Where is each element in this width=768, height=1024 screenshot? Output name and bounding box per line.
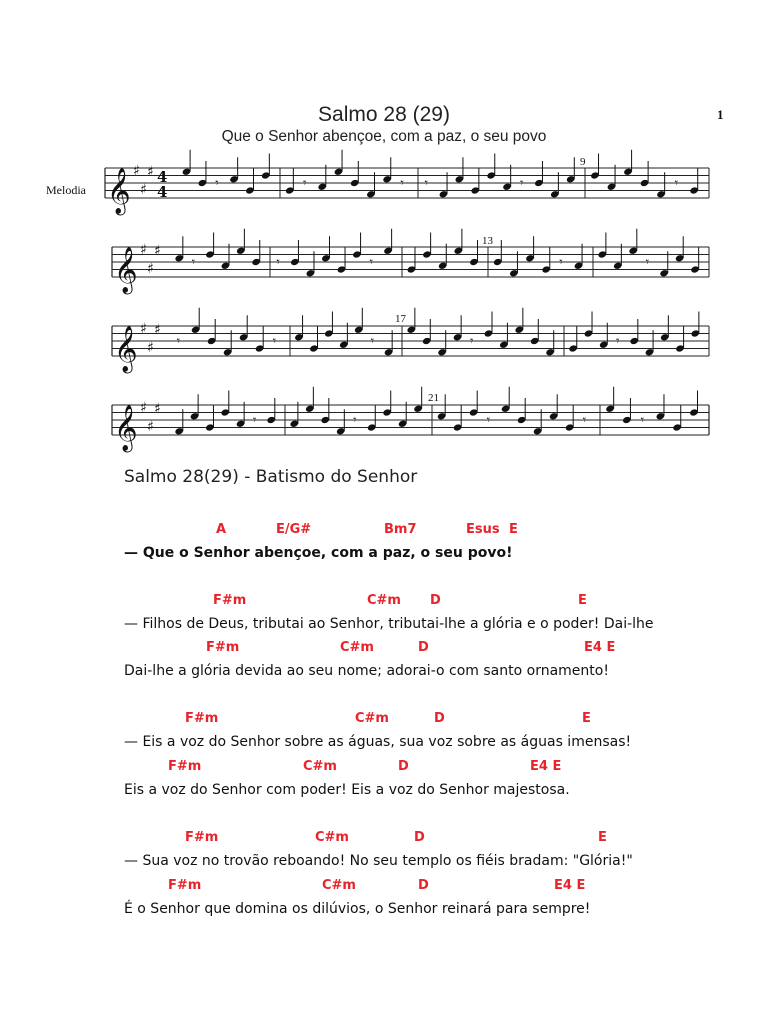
time-signature: 4	[157, 183, 168, 201]
rest-mark: 𝄾	[370, 334, 375, 349]
chord: E	[509, 522, 518, 537]
sharp-icon: ♯	[140, 321, 147, 337]
rest-mark: 𝄾	[176, 334, 181, 349]
stanza-line: — Eis a voz do Senhor sobre as águas, sua voz sobre as águas imensas!	[124, 734, 632, 750]
instrument-label: Melodia	[46, 183, 86, 197]
chord: C#m	[315, 830, 349, 845]
rest-mark: 𝄾	[215, 176, 219, 191]
measure-number: 9	[580, 156, 586, 168]
lyrics-title: Salmo 28(29) - Batismo do Senhor	[124, 467, 418, 487]
rest-mark: 𝄾	[674, 176, 679, 191]
chord: F#m	[213, 593, 247, 608]
stanza-line: Eis a voz do Senhor com poder! Eis a voz do Senhor majestosa.	[124, 782, 570, 798]
chord: E	[598, 830, 607, 845]
rest-mark: 𝄾	[582, 413, 587, 428]
measure-number: 21	[428, 392, 439, 404]
chord: D	[418, 878, 429, 893]
chord: F#m	[168, 878, 202, 893]
chord: F#m	[168, 759, 202, 774]
chord: E	[582, 711, 591, 726]
chord: A	[216, 522, 227, 537]
refrain-text: — Que o Senhor abençoe, com a paz, o seu povo!	[124, 545, 513, 561]
chord: Esus	[466, 522, 500, 537]
rest-mark: 𝄾	[276, 255, 280, 270]
sharp-icon: ♯	[154, 321, 161, 338]
chord: C#m	[340, 640, 374, 655]
measure-number: 17	[395, 313, 406, 325]
score-title: Salmo 28 (29)	[318, 103, 450, 126]
music-score	[0, 0, 768, 470]
treble-clef-icon: 𝄞	[107, 168, 131, 214]
stanza-line: — Sua voz no trovão reboando! No seu templo os fiéis bradam: "Glória!"	[124, 853, 633, 869]
rest-mark: 𝄾	[353, 413, 357, 428]
rest-mark: 𝄾	[615, 334, 620, 349]
sharp-icon: ♯	[140, 242, 147, 258]
chord: E4 E	[530, 759, 562, 774]
chord: D	[414, 830, 425, 845]
measure-number: 13	[482, 235, 493, 247]
rest-mark: 𝄾	[519, 176, 524, 191]
treble-clef-icon: 𝄞	[114, 326, 138, 372]
rest-mark: 𝄾	[302, 176, 307, 191]
sharp-icon: ♯	[147, 260, 154, 277]
chord: F#m	[206, 640, 240, 655]
treble-clef-icon: 𝄞	[114, 247, 138, 293]
chord: C#m	[367, 593, 401, 608]
sharp-icon: ♯	[154, 242, 161, 259]
chord: D	[418, 640, 429, 655]
rest-mark: 𝄾	[469, 334, 474, 349]
chord: E	[578, 593, 587, 608]
sharp-icon: ♯	[133, 163, 140, 179]
time-signature: 4	[157, 168, 168, 186]
rest-mark: 𝄾	[191, 255, 196, 270]
score-subtitle: Que o Senhor abençoe, com a paz, o seu povo	[221, 128, 547, 145]
rest-mark: 𝄾	[486, 413, 491, 428]
chord: D	[430, 593, 441, 608]
chord: C#m	[303, 759, 337, 774]
sharp-icon: ♯	[147, 163, 154, 180]
rest-mark: 𝄾	[559, 255, 563, 270]
rest-mark: 𝄾	[400, 176, 404, 191]
rest-mark: 𝄾	[424, 176, 429, 191]
chord: E/G#	[276, 522, 312, 537]
chord: F#m	[185, 830, 219, 845]
stanza-line: — Filhos de Deus, tributai ao Senhor, tributai-lhe a glória e o poder! Dai-lhe	[124, 616, 654, 632]
rest-mark: 𝄾	[369, 255, 373, 270]
rest-mark: 𝄾	[252, 413, 257, 428]
chord: C#m	[355, 711, 389, 726]
sharp-icon: ♯	[154, 400, 161, 417]
chord: C#m	[322, 878, 356, 893]
sharp-icon: ♯	[147, 418, 154, 435]
chord: E4 E	[584, 640, 616, 655]
chord: D	[398, 759, 409, 774]
rest-mark: 𝄾	[640, 413, 645, 428]
rest-mark: 𝄾	[645, 255, 650, 270]
sharp-icon: ♯	[147, 339, 154, 356]
chord: D	[434, 711, 445, 726]
treble-clef-icon: 𝄞	[114, 405, 138, 451]
sharp-icon: ♯	[140, 181, 147, 198]
stanza-line: É o Senhor que domina os dilúvios, o Senhor reinará para sempre!	[124, 901, 591, 917]
page-number: 1	[717, 107, 724, 122]
sharp-icon: ♯	[140, 400, 147, 416]
chord: E4 E	[554, 878, 586, 893]
chord: Bm7	[384, 522, 417, 537]
rest-mark: 𝄾	[272, 334, 277, 349]
chord: F#m	[185, 711, 219, 726]
stanza-line: Dai-lhe a glória devida ao seu nome; adorai-o com santo ornamento!	[124, 663, 609, 679]
